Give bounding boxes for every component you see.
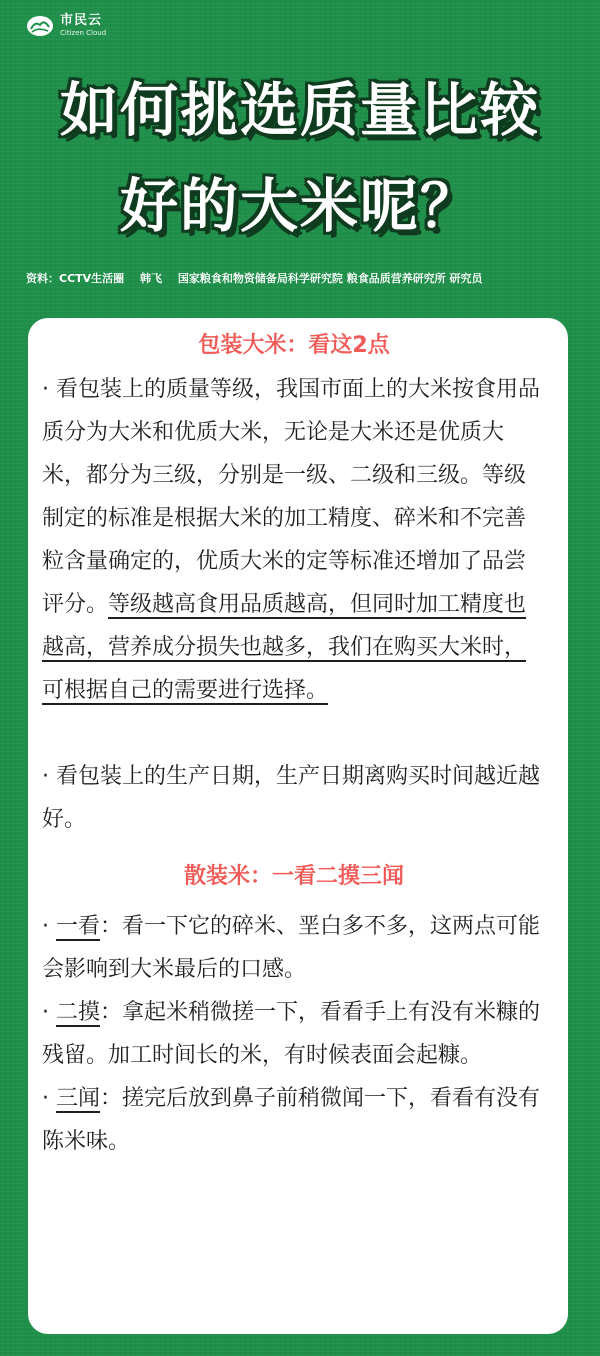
item-key-touch: 二摸 — [56, 1000, 101, 1025]
item-key-smell: 三闻 — [56, 1086, 101, 1111]
list-item-smell — [42, 1077, 546, 1163]
paragraph-production-date: · 看包装上的生产日期，生产日期离购买时间越近越好。 — [42, 764, 540, 832]
source-org: 国家粮食和物资储备局科学研究院 粮食品质营养研究所 研究员 — [177, 272, 483, 285]
page-title-line1: 如何挑选质量比较 — [59, 76, 540, 144]
item-text-touch: ：拿起米稍微搓一下，看看手上有没有米糠的残留。加工时间长的米，有时候表面会起糠。 — [42, 1000, 541, 1068]
logo-subtitle: Citizen Cloud — [60, 29, 107, 37]
content-card — [28, 318, 568, 1334]
source-line — [26, 270, 586, 286]
logo-name: 市民云 — [60, 13, 103, 28]
bullet: · — [42, 914, 56, 939]
list-item-look — [42, 905, 546, 991]
page-title-line2: 好的大米呢？ — [119, 172, 480, 240]
cloud-logo-icon — [26, 15, 54, 37]
list-item-touch — [42, 991, 546, 1077]
item-text-smell: ：搓完后放到鼻子前稍微闻一下，看看有没有陈米味。 — [42, 1086, 541, 1154]
quality-grade-text: · 看包装上的质量等级，我国市面上的大米按食用品质分为大米和优质大米，无论是大米还是优质大米，都分为三级，分别是一级、二级和三级。等级制定的标准是根据大米的加工精度、碎米和不完善粒含量确定的，优质大米的定等标准还增加了品尝评分。 — [42, 377, 540, 617]
source-person: 韩飞 — [140, 272, 163, 285]
source-label: 资料：CCTV生活圈 — [26, 272, 125, 285]
logo — [26, 14, 106, 37]
bullet: · — [42, 1086, 56, 1111]
section-title-packaged: 包装大米：看这2点 — [198, 333, 390, 358]
item-text-look: ：看一下它的碎米、垩白多不多，这两点可能会影响到大米最后的口感。 — [42, 914, 541, 982]
item-key-look: 一看 — [56, 914, 101, 939]
quality-grade-underline: 等级越高食用品质越高，但同时加工精度也越高，营养成分损失也越多，我们在购买大米时，可根据自己的需要进行选择。 — [42, 592, 527, 703]
bullet: · — [42, 1000, 56, 1025]
section-title-bulk: 散装米：一看二摸三闻 — [183, 864, 404, 889]
paragraph-quality-grade — [42, 368, 546, 712]
